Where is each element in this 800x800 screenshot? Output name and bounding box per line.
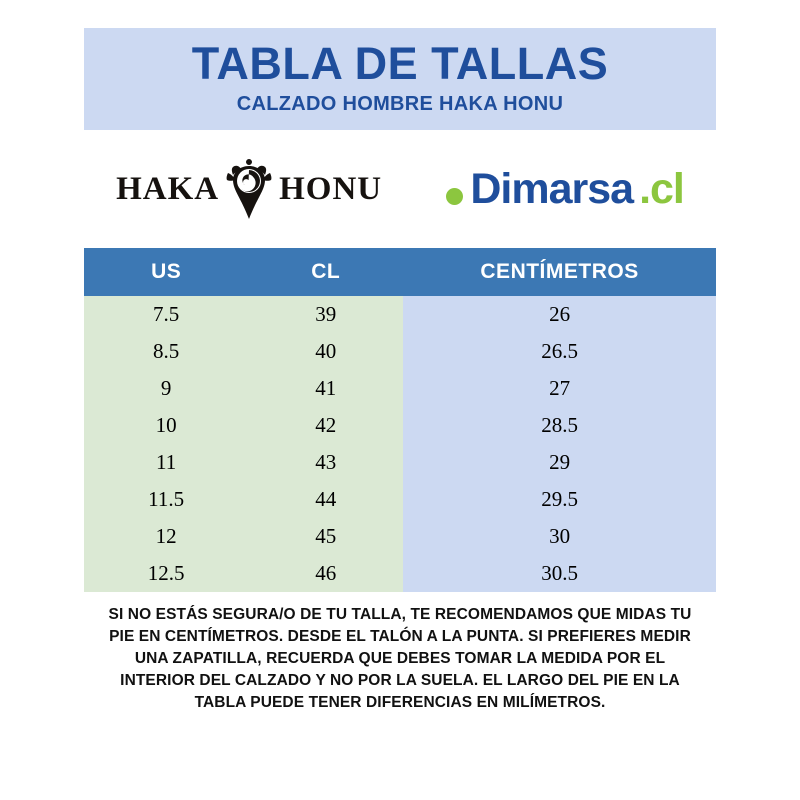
cell-us: 10 [84,407,248,444]
page-subtitle: CALZADO HOMBRE HAKA HONU [236,93,564,116]
cell-cl: 46 [248,555,403,592]
cell-cl: 44 [248,481,403,518]
table-row [84,333,716,370]
cell-cl: 43 [248,444,403,481]
cell-cl: 40 [248,333,403,370]
cell-cm: 27 [403,370,716,407]
cell-cm: 30.5 [403,555,716,592]
haka-logo-word-left: HAKA [116,170,220,207]
table-row [84,444,716,481]
logo-band [84,130,716,248]
cell-us: 11 [84,444,248,481]
cell-cm: 29 [403,444,716,481]
chart-header [84,28,716,130]
table-row [84,481,716,518]
cell-cm: 30 [403,518,716,555]
dimarsa-tld: .cl [639,164,684,213]
table-row [84,296,716,333]
cell-cl: 39 [248,296,403,333]
table-row [84,407,716,444]
cell-us: 11.5 [84,481,248,518]
cell-us: 12 [84,518,248,555]
dimarsa-logo [446,165,684,214]
cell-us: 7.5 [84,296,248,333]
haka-logo-word-right: HONU [279,170,383,207]
size-table [84,248,716,592]
cell-us: 8.5 [84,333,248,370]
cell-cm: 29.5 [403,481,716,518]
table-row [84,370,716,407]
table-header-row [84,248,716,296]
cell-us: 12.5 [84,555,248,592]
cell-cl: 45 [248,518,403,555]
column-header-cl: CL [248,248,403,296]
column-header-cm: CENTÍMETROS [403,248,716,296]
table-row [84,518,716,555]
cell-cl: 41 [248,370,403,407]
cell-cl: 42 [248,407,403,444]
honu-turtle-icon [223,157,275,221]
size-chart-sheet [84,28,716,772]
column-header-us: US [84,248,248,296]
measurement-note: SI NO ESTÁS SEGURA/O DE TU TALLA, TE RECOMENDAMOS QUE MIDAS TU PIE EN CENTÍMETROS. DESDE EL TALÓN A LA PUNTA. SI PREFIERES MEDIR UNA ZAPATILLA, RECUERDA QUE DEBES TOMAR LA MEDIDA POR EL INTERIOR DEL CALZADO Y NO POR LA SUELA. EL LARGO DEL PIE EN LA TABLA PUEDE TENER DIFERENCIAS EN MILÍMETROS. [84,592,716,722]
cell-cm: 26.5 [403,333,716,370]
green-dot-icon [446,188,463,205]
table-row [84,555,716,592]
haka-honu-logo [116,157,382,221]
dimarsa-wordmark: Dimarsa [470,164,634,213]
cell-cm: 26 [403,296,716,333]
page-title: TABLA DE TALLAS [191,38,609,89]
cell-us: 9 [84,370,248,407]
cell-cm: 28.5 [403,407,716,444]
